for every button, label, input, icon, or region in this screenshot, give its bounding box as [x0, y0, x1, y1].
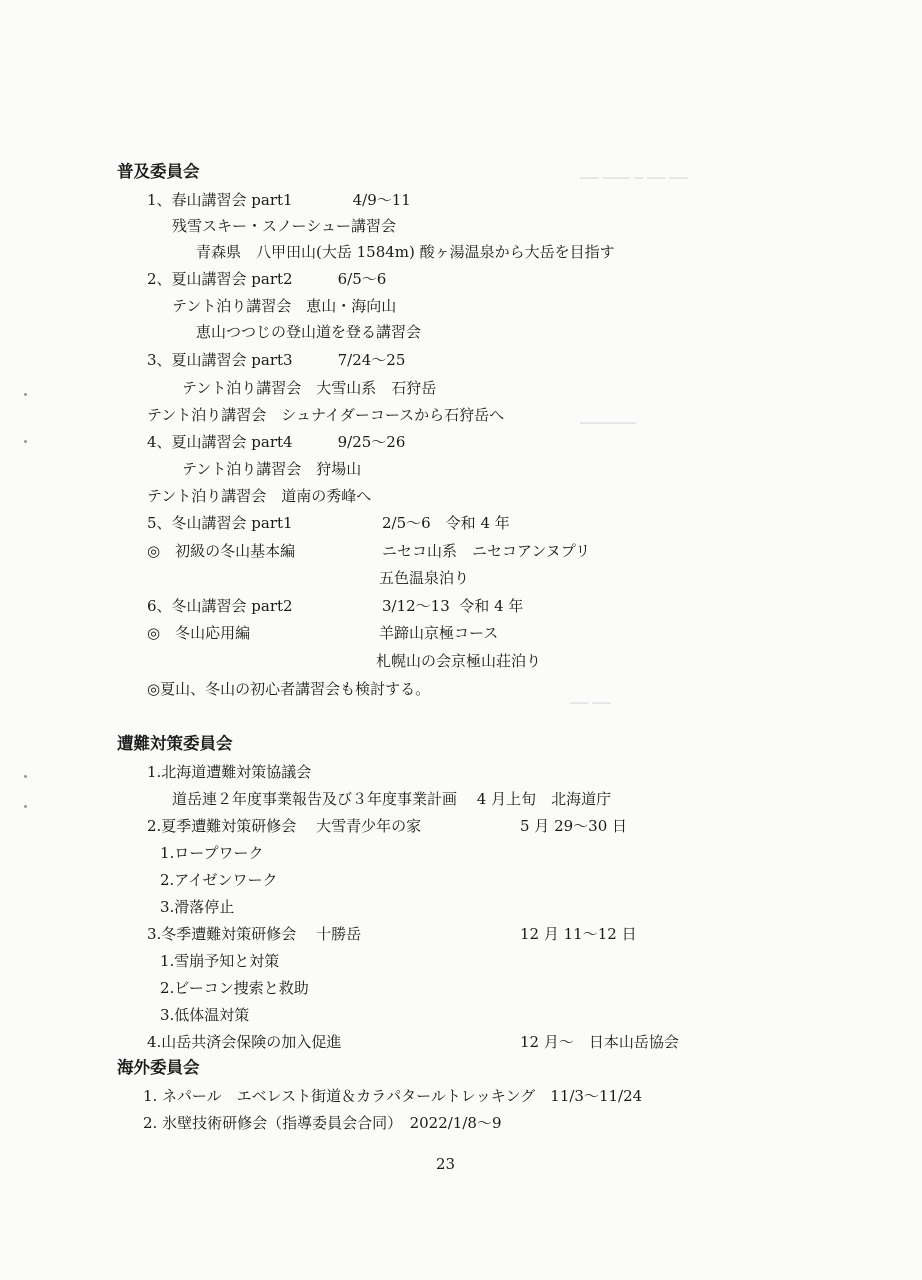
list-item: テント泊り講習会 大雪山系 石狩岳 — [182, 379, 437, 397]
list-item: 3.滑落停止 — [160, 898, 235, 916]
list-item: テント泊り講習会 道南の秀峰へ — [147, 487, 372, 505]
list-item: 恵山つつじの登山道を登る講習会 — [196, 323, 422, 341]
list-item: テント泊り講習会 狩場山 — [182, 460, 362, 478]
list-item: 3.低体温対策 — [160, 1006, 250, 1024]
scan-speck — [24, 805, 27, 808]
list-item: 2、夏山講習会 part2 6/5～6 — [147, 270, 387, 288]
list-item: 3.冬季遭難対策研修会 十勝岳 — [147, 925, 362, 943]
scan-speck — [24, 775, 27, 778]
list-item: 1.雪崩予知と対策 — [160, 952, 280, 970]
list-item: 4、夏山講習会 part4 9/25～26 — [147, 433, 406, 451]
list-item: ◎ 冬山応用編 — [147, 624, 251, 642]
list-item-date: 3/12～13 令和 4 年 — [382, 597, 524, 615]
list-item-detail: 羊蹄山京極コース — [379, 624, 499, 642]
bleed-through: ▁▁▁▁▁▁ — [580, 410, 636, 424]
list-item: 残雪スキー・スノーシュー講習会 — [172, 217, 396, 235]
list-item: 6、冬山講習会 part2 — [147, 597, 293, 615]
list-item: 青森県 八甲田山(大岳 1584m) 酸ヶ湯温泉から大岳を目指す — [196, 243, 615, 261]
scan-speck — [24, 393, 27, 396]
page-number: 23 — [436, 1155, 456, 1173]
section-title-kaigai: 海外委員会 — [117, 1058, 200, 1077]
list-item: 道岳連２年度事業報告及び３年度事業計画 4 月上旬 北海道庁 — [172, 790, 612, 808]
list-item: 1.北海道遭難対策協議会 — [147, 763, 312, 781]
list-item-note: ◎夏山、冬山の初心者講習会も検討する。 — [147, 680, 431, 698]
list-item-date: 5 月 29～30 日 — [520, 817, 628, 835]
list-item: 5、冬山講習会 part1 — [147, 514, 293, 532]
list-item: 2.ビーコン捜索と救助 — [160, 979, 309, 997]
list-item: 3、夏山講習会 part3 7/24～25 — [147, 351, 406, 369]
section-title-fukyu: 普及委員会 — [117, 162, 200, 181]
list-item: テント泊り講習会 シュナイダーコースから石狩岳へ — [147, 406, 505, 424]
scan-speck — [24, 440, 27, 443]
list-item: 1.ロープワーク — [160, 844, 264, 862]
list-item: 4.山岳共済会保険の加入促進 — [147, 1033, 342, 1051]
bleed-through: ▁▁ ▁▁▁ ▁ ▁▁ ▁▁ — [580, 165, 688, 179]
list-item: 1. ネパール エベレスト街道＆カラパタールトレッキング 11/3～11/24 — [143, 1087, 643, 1105]
list-item: テント泊り講習会 恵山・海向山 — [172, 297, 397, 315]
list-item-date: 12 月 11～12 日 — [520, 925, 637, 943]
list-item: 2. 氷壁技術研修会（指導委員会合同） 2022/1/8～9 — [143, 1114, 502, 1132]
list-item: 2.夏季遭難対策研修会 大雪青少年の家 — [147, 817, 422, 835]
list-item-date: 2/5～6 令和 4 年 — [382, 514, 510, 532]
list-item-date: 12 月～ 日本山岳協会 — [520, 1033, 679, 1051]
list-item-detail: ニセコ山系 ニセコアンヌプリ — [382, 542, 591, 560]
list-item-detail: 札幌山の会京極山荘泊り — [376, 652, 542, 670]
list-item-detail: 五色温泉泊り — [379, 569, 470, 587]
list-item: 2.アイゼンワーク — [160, 871, 278, 889]
list-item: 1、春山講習会 part1 4/9～11 — [147, 191, 411, 209]
section-title-sonan: 遭難対策委員会 — [117, 734, 233, 753]
list-item: ◎ 初級の冬山基本編 — [147, 542, 296, 560]
bleed-through: ▁▁ ▁▁ — [570, 690, 611, 704]
